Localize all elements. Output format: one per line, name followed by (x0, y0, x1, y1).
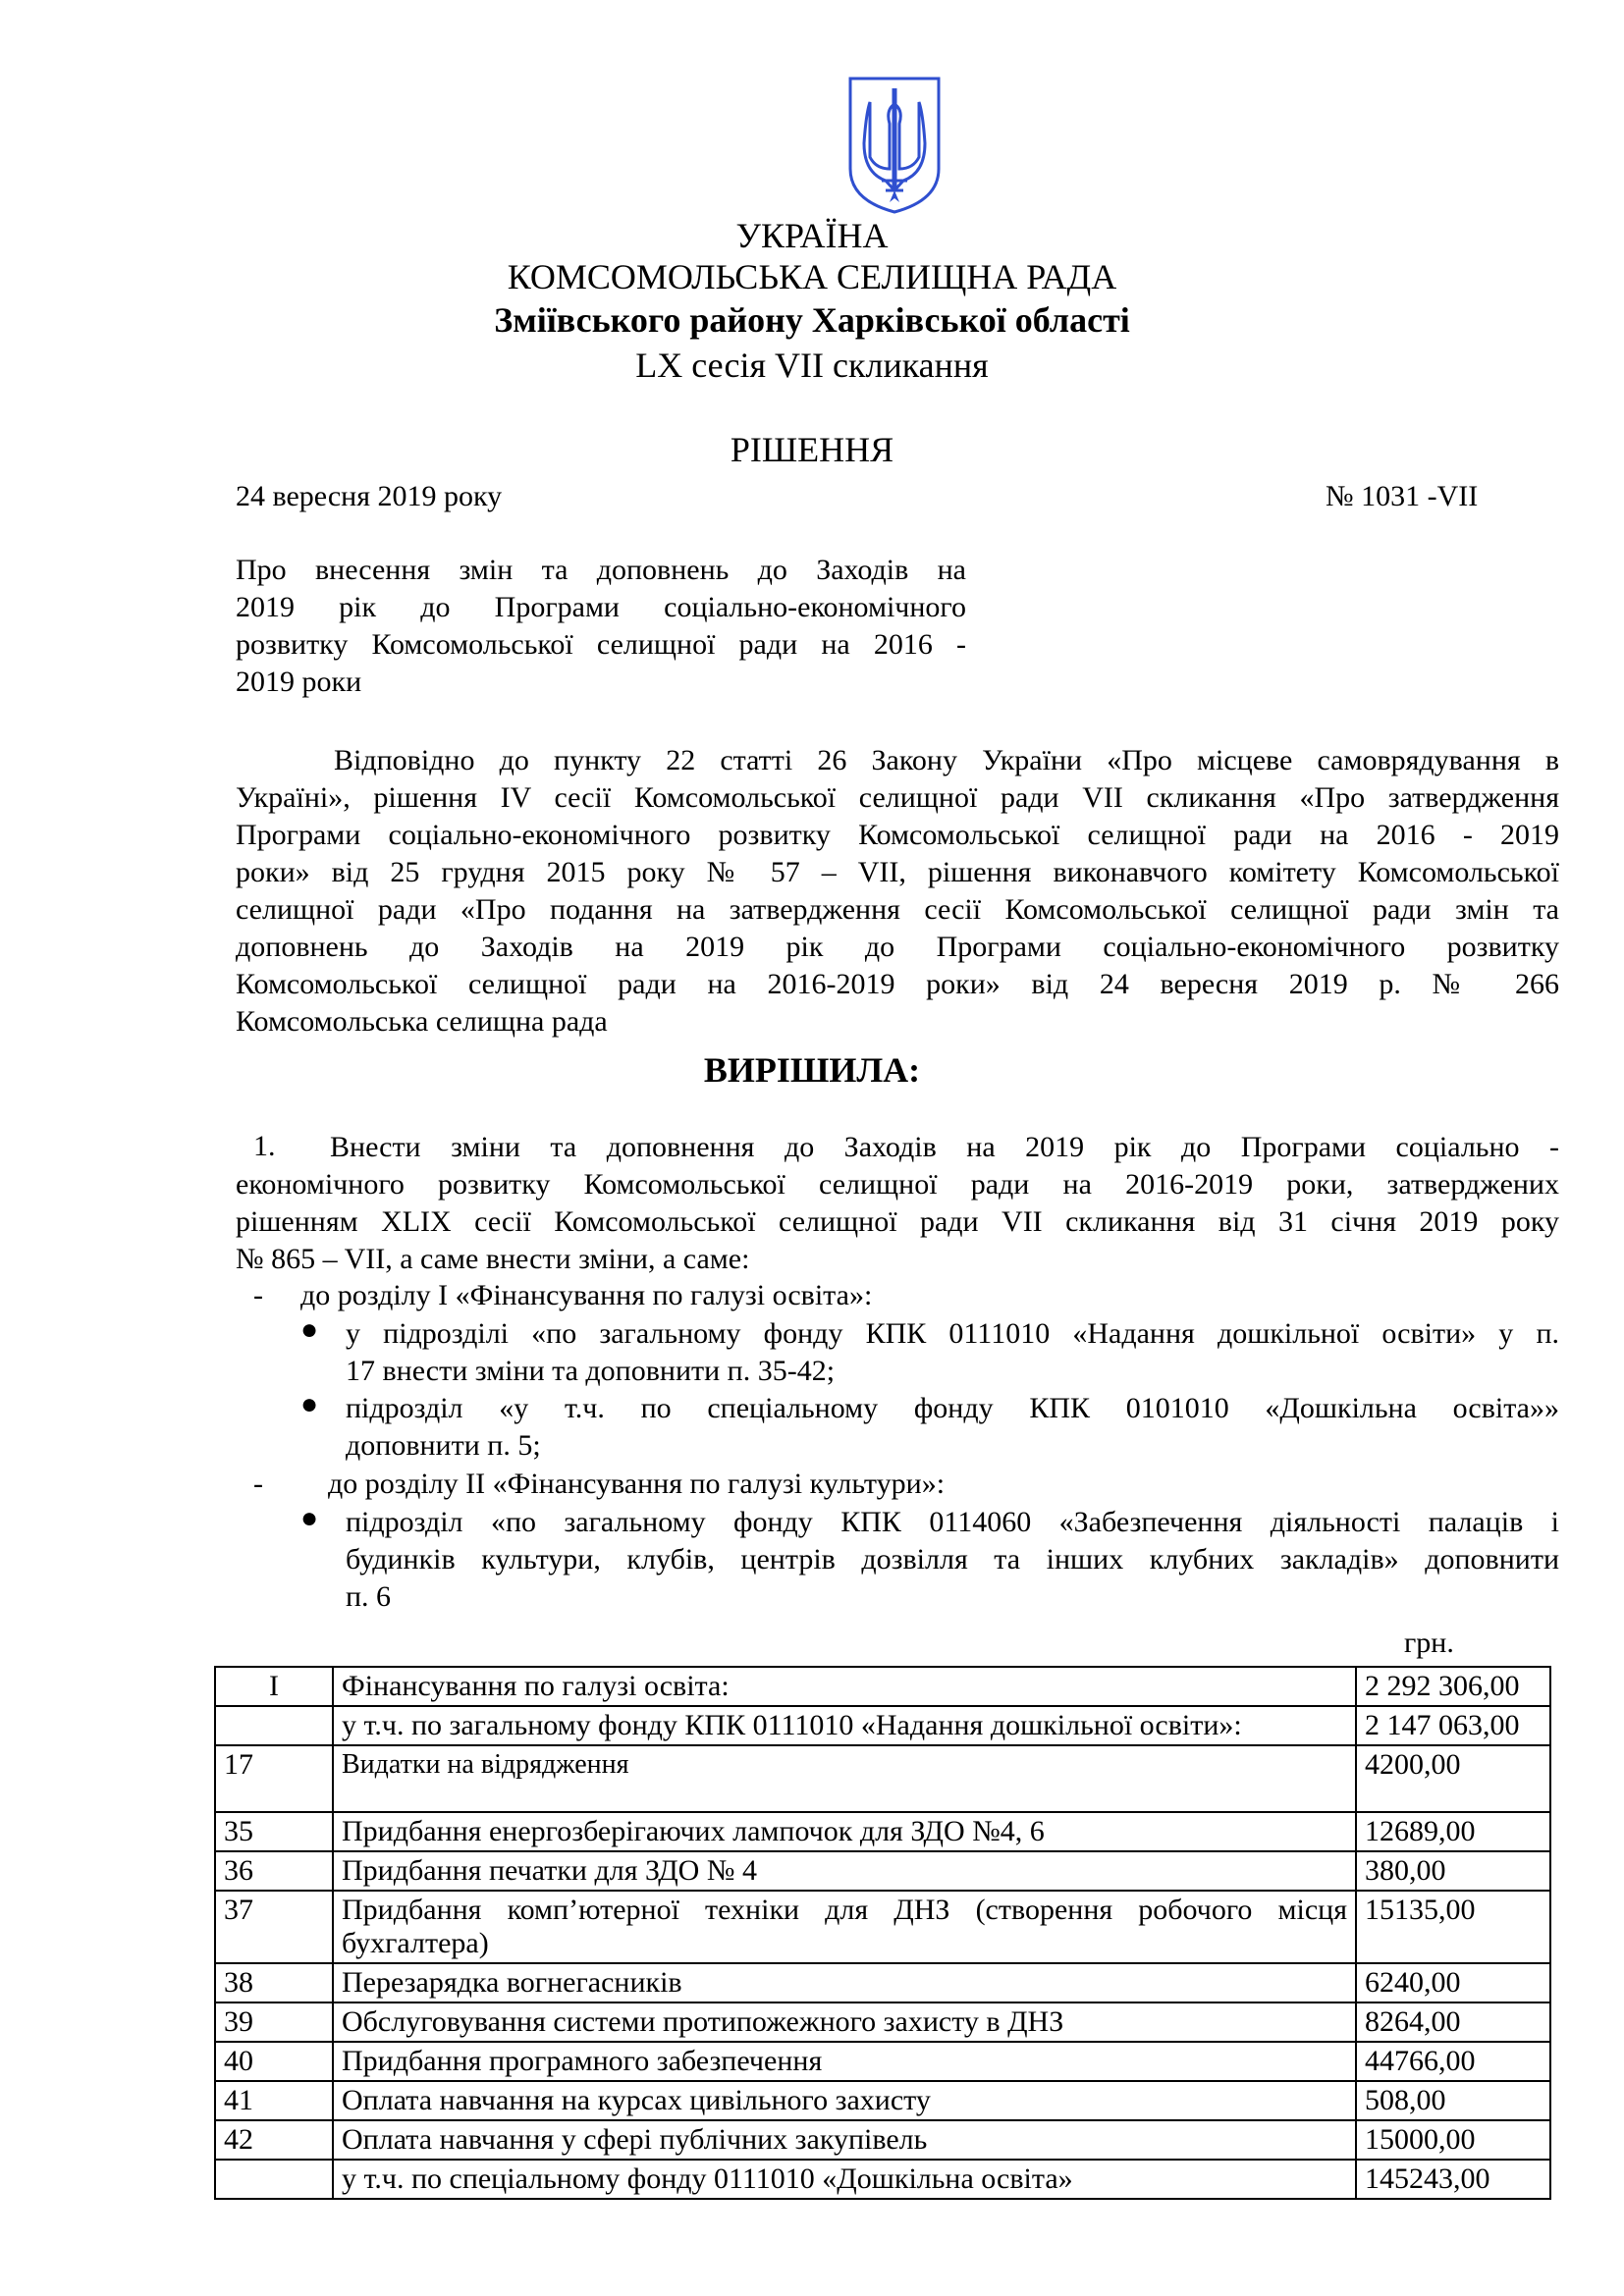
decision-keyword: ВИРІШИЛА: (703, 1050, 921, 1090)
subject-word: змін (459, 554, 514, 586)
item-line: економічного розвитку Комсомольської селищної ради на 2016-2019 роки, затверджених (236, 1168, 1559, 1201)
preamble-line: Відповідно до пункту 22 статті 26 Закону України «Про місцеве самоврядування в (334, 744, 1559, 776)
subject-line (236, 589, 966, 625)
district-title: Зміївського району Харківської області (494, 300, 1130, 340)
row-amount: 4200,00 (1356, 1745, 1550, 1812)
table-row (215, 1745, 1550, 1812)
row-number: 42 (215, 2120, 333, 2160)
row-amount: 15000,00 (1356, 2120, 1550, 2160)
bullet-line: будинків культури, клубів, центрів дозвілля та інших клубних закладів» доповнити (346, 1543, 1559, 1575)
row-number: 35 (215, 1812, 333, 1851)
row-number: 40 (215, 2042, 333, 2081)
preamble-line: селищної ради «Про подання на затвердження сесії Комсомольської селищної ради змін та (236, 893, 1559, 926)
row-number: 37 (215, 1891, 333, 1963)
subject-line (236, 552, 966, 588)
row-description: Видатки на відрядження (333, 1745, 1356, 1812)
subject-line: 2019 роки (236, 666, 362, 698)
row-description: Оплата навчання на курсах цивільного захисту (333, 2081, 1356, 2120)
subject-word: та (541, 554, 568, 586)
preamble-line: Україні», рішення IV сесії Комсомольської селищної ради VII скликання «Про затвердження (236, 781, 1559, 814)
budget-table (214, 1666, 1551, 2200)
table-row (215, 1963, 1550, 2002)
row-description: Придбання енергозберігаючих лампочок для ЗДО №4, 6 (333, 1812, 1356, 1851)
session-title: LX сесія VII скликання (635, 346, 989, 385)
bullet-icon: ● (300, 1313, 319, 1346)
row-amount: 2 147 063,00 (1356, 1706, 1550, 1745)
bullet-line: підрозділ «у т.ч. по спеціальному фонду КПК 0101010 «Дошкільна освіта»» (346, 1392, 1559, 1424)
subject-word: - (955, 628, 966, 661)
subject-word: внесення (314, 554, 431, 586)
bullet-icon: ● (300, 1502, 319, 1534)
section-2-heading: до розділу ІІ «Фінансування по галузі культури»: (328, 1468, 946, 1500)
row-number (215, 2160, 333, 2199)
subject-word: на (821, 628, 850, 661)
row-amount: 44766,00 (1356, 2042, 1550, 2081)
table-row (215, 2160, 1550, 2199)
subject-word: Програми (494, 591, 620, 623)
subject-word: до (420, 591, 451, 623)
table-row (215, 2042, 1550, 2081)
row-description: Придбання програмного забезпечення (333, 2042, 1356, 2081)
row-description: Обслуговування системи протипожежного захисту в ДНЗ (333, 2002, 1356, 2042)
row-amount: 12689,00 (1356, 1812, 1550, 1851)
section-1-heading: до розділу І «Фінансування по галузі освіта»: (300, 1279, 873, 1311)
table-row (215, 1851, 1550, 1891)
bullet-line: у підрозділі «по загальному фонду КПК 0111010 «Надання дошкільної освіти» у п. (346, 1317, 1559, 1350)
subject-word: 2019 (236, 591, 295, 623)
subject-line (236, 626, 966, 663)
bullet-line: доповнити п. 5; (346, 1429, 541, 1462)
row-amount: 8264,00 (1356, 2002, 1550, 2042)
document-type: РІШЕННЯ (730, 430, 894, 469)
subject-word: Про (236, 554, 287, 586)
preamble-line: роки» від 25 грудня 2015 року № 57 – VII, рішення виконавчого комітету Комсомольської (236, 856, 1559, 888)
row-number: 38 (215, 1963, 333, 2002)
currency-unit: грн. (1404, 1627, 1454, 1659)
table-row (215, 1706, 1550, 1745)
subject-word: рік (339, 591, 377, 623)
row-amount: 6240,00 (1356, 1963, 1550, 2002)
decision-number: № 1031 -VII (1326, 480, 1479, 512)
subject-word: до (757, 554, 787, 586)
subject-word: Комсомольської (371, 628, 573, 661)
dash-marker: - (253, 1468, 263, 1500)
row-description: Оплата навчання у сфері публічних закупівель (333, 2120, 1356, 2160)
bullet-line: підрозділ «по загальному фонду КПК 0114060 «Забезпечення діяльності палаців і (346, 1506, 1559, 1538)
dash-marker: - (253, 1279, 263, 1311)
row-amount: 15135,00 (1356, 1891, 1550, 1963)
country-title: УКРАЇНА (735, 216, 889, 255)
row-number: 36 (215, 1851, 333, 1891)
row-description: у т.ч. по загальному фонду КПК 0111010 «Надання дошкільної освіти»: (333, 1706, 1356, 1745)
preamble-line: Комсомольської селищної ради на 2016-2019 роки» від 24 вересня 2019 р. № 266 (236, 968, 1559, 1000)
bullet-line: п. 6 (346, 1580, 392, 1613)
subject-word: селищної (596, 628, 716, 661)
bullet-icon: ● (300, 1388, 319, 1420)
subject-word: Заходів (816, 554, 909, 586)
row-amount: 2 292 306,00 (1356, 1667, 1550, 1706)
subject-word: на (937, 554, 966, 586)
preamble-line: Програми соціально-економічного розвитку Комсомольської селищної ради на 2016 - 2019 (236, 819, 1559, 851)
row-description: Придбання печатки для ЗДО № 4 (333, 1851, 1356, 1891)
row-description: Перезарядка вогнегасників (333, 1963, 1356, 2002)
row-number (215, 1706, 333, 1745)
decision-date: 24 вересня 2019 року (236, 480, 503, 512)
subject-word: ради (738, 628, 798, 661)
coat-of-arms-icon (846, 75, 943, 216)
preamble-line: Комсомольська селищна рада (236, 1005, 608, 1038)
subject-word: розвитку (236, 628, 349, 661)
row-number: 39 (215, 2002, 333, 2042)
row-description: Фінансування по галузі освіта: (333, 1667, 1356, 1706)
row-number: 17 (215, 1745, 333, 1812)
row-number: І (215, 1667, 333, 1706)
table-row (215, 2081, 1550, 2120)
table-row (215, 2120, 1550, 2160)
table-row (215, 1667, 1550, 1706)
item-line: Внести зміни та доповнення до Заходів на 2019 рік до Програми соціально - (330, 1131, 1559, 1163)
subject-word: доповнень (596, 554, 730, 586)
row-amount: 380,00 (1356, 1851, 1550, 1891)
bullet-line: 17 внести зміни та доповнити п. 35-42; (346, 1355, 836, 1387)
row-amount: 508,00 (1356, 2081, 1550, 2120)
preamble-line: доповнень до Заходів на 2019 рік до Програми соціально-економічного розвитку (236, 931, 1559, 963)
row-amount: 145243,00 (1356, 2160, 1550, 2199)
council-title: КОМСОМОЛЬСЬКА СЕЛИЩНА РАДА (507, 257, 1117, 296)
row-description: Придбання комп’ютерної техніки для ДНЗ (створення робочого місця бухгалтера) (333, 1891, 1356, 1963)
item-number: 1. (253, 1130, 276, 1162)
row-description: у т.ч. по спеціальному фонду 0111010 «Дошкільна освіта» (333, 2160, 1356, 2199)
item-line: № 865 – VII, а саме внести зміни, а саме: (236, 1243, 750, 1275)
subject-word: соціально-економічного (664, 591, 966, 623)
row-number: 41 (215, 2081, 333, 2120)
item-line: рішенням XLIX сесії Комсомольської селищної ради VII скликання від 31 січня 2019 року (236, 1205, 1559, 1238)
table-row (215, 1891, 1550, 1963)
table-row (215, 1812, 1550, 1851)
subject-word: 2016 (873, 628, 933, 661)
table-row (215, 2002, 1550, 2042)
